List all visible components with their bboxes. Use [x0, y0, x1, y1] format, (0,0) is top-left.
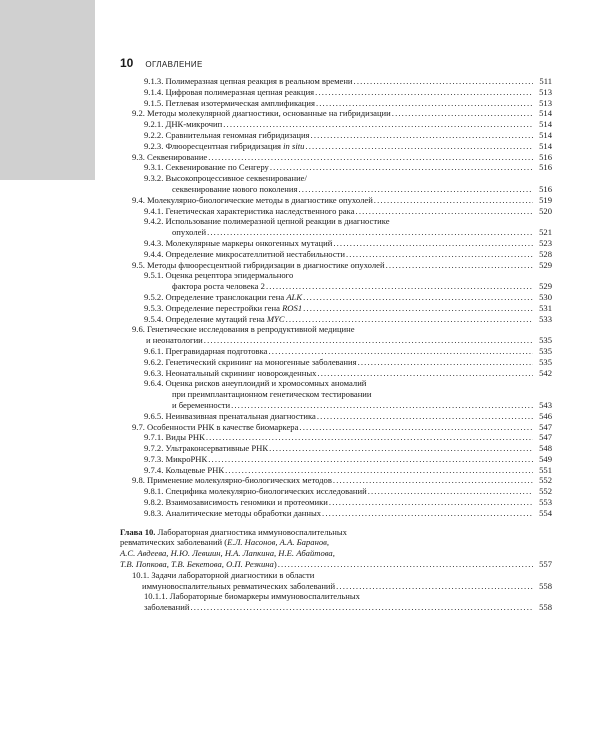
- toc-entry-text: [144, 368, 316, 379]
- toc-entry: [120, 537, 552, 548]
- toc-text: 9.6.3. Неонатальный скрининг новорожденных: [144, 367, 317, 378]
- toc-entry-text: [132, 475, 332, 486]
- toc-entry: [120, 443, 552, 454]
- toc-entry-text: [144, 87, 314, 98]
- toc-entry-text: [144, 357, 357, 368]
- toc-entry-text: [144, 432, 205, 443]
- toc-page-number: 516: [539, 162, 552, 173]
- leader-dots: [368, 486, 533, 497]
- toc-entry: [120, 432, 552, 443]
- toc-entry: [120, 422, 552, 433]
- toc-entry-text: [120, 559, 277, 570]
- toc-page-number: 552: [539, 486, 552, 497]
- toc-text: заболеваний: [144, 602, 190, 613]
- page-number: 10: [120, 56, 134, 70]
- toc-text: 9.7.4. Кольцевые РНК: [144, 464, 225, 475]
- toc-page-number: 514: [539, 129, 552, 140]
- toc-entry-text: [132, 195, 373, 206]
- toc-entry-text: [144, 443, 268, 454]
- toc-entry-text: [144, 173, 307, 183]
- toc-entry-text: [144, 292, 302, 303]
- toc-entry-text: [120, 548, 335, 558]
- toc-page-number: 557: [539, 559, 552, 570]
- toc-entry: [120, 346, 552, 357]
- toc-entry-text: [144, 411, 316, 422]
- toc-italic: ALK: [286, 291, 303, 302]
- toc-entry-text: [144, 270, 293, 280]
- toc-entry-text: [144, 76, 353, 87]
- toc-entry-text: [144, 162, 269, 173]
- toc-entry: [120, 238, 552, 249]
- leader-dots: [225, 465, 533, 476]
- toc-entry-text: [144, 454, 207, 465]
- toc-entry: [120, 389, 552, 400]
- toc-text: и беременности: [172, 399, 231, 410]
- toc-text: 9.2.2. Сравнительная геномная гибридизация: [144, 129, 310, 140]
- toc-entry: [120, 324, 552, 335]
- toc-entry: [120, 314, 552, 325]
- toc-page-number: 530: [539, 291, 552, 302]
- toc-italic: MYC: [266, 313, 285, 324]
- toc-entry: [120, 581, 552, 592]
- toc-entry-text: [144, 303, 302, 314]
- leader-dots: [268, 346, 533, 357]
- toc-text: 9.5.1. Оценка рецептора эпидермального: [144, 270, 294, 281]
- toc-entry: [120, 303, 552, 314]
- toc-entry: [120, 602, 552, 613]
- toc-entry: [120, 141, 552, 152]
- toc-entry: [120, 368, 552, 379]
- toc-entry: [120, 411, 552, 422]
- toc-text: 9.3.1. Секвенирование по Сенгеру: [144, 162, 269, 173]
- toc-entry-text: [132, 422, 298, 433]
- leader-dots: [333, 475, 533, 486]
- toc-entry-text: [132, 570, 314, 580]
- toc-page-number: 521: [539, 227, 552, 238]
- toc-page-number: 514: [539, 108, 552, 119]
- toc-page-number: 533: [539, 313, 552, 324]
- toc-entry: [120, 162, 552, 173]
- leader-dots: [206, 432, 533, 443]
- toc-entry-text: [144, 141, 304, 152]
- leader-dots: [305, 141, 533, 152]
- toc-page-number: 528: [539, 248, 552, 259]
- toc-page-number: 547: [539, 421, 552, 432]
- toc-entry-text: [144, 346, 267, 357]
- leader-dots: [266, 281, 533, 292]
- toc-entry: [120, 400, 552, 411]
- leader-dots: [317, 368, 533, 379]
- toc-entry-text: [144, 119, 222, 130]
- toc-entry-text: [172, 389, 372, 399]
- toc-text: 9.4.3. Молекулярные маркеры онкогенных мутаций: [144, 237, 333, 248]
- toc-entry-text: [132, 324, 355, 334]
- toc-page-number: 546: [539, 410, 552, 421]
- toc-entry-text: [172, 184, 297, 195]
- toc-entry-text: [144, 486, 367, 497]
- toc-page-number: 514: [539, 119, 552, 130]
- toc-text: 9.6.4. Оценка рисков анеуплоидий и хромосомных аномалий: [144, 378, 367, 389]
- toc-entry-text: [144, 508, 321, 519]
- toc-italic: in situ: [283, 140, 305, 151]
- toc-entry-text: [172, 227, 206, 238]
- leader-dots: [208, 152, 533, 163]
- toc-entry: [120, 281, 552, 292]
- toc-text: 9.2. Методы молекулярной диагностики, основанные на гибридизации: [132, 108, 391, 119]
- toc-page-number: 511: [539, 76, 552, 86]
- toc-italic: Е.Л. Насонов, А.А. Баранов,: [227, 537, 330, 548]
- toc-entry-text: [144, 314, 285, 325]
- toc-entry-text: [142, 581, 335, 592]
- running-head: ОГЛАВЛЕНИЕ: [145, 60, 203, 69]
- toc-text: 9.4.1. Генетическая характеристика наследственного рака: [144, 205, 355, 216]
- leader-dots: [333, 238, 533, 249]
- toc-entry-text: [132, 152, 207, 163]
- toc-text: 9.3. Секвенирование: [132, 151, 208, 162]
- toc-entry: [120, 76, 552, 87]
- toc-entry: [120, 184, 552, 195]
- toc-text: 9.4. Молекулярно-биологические методы в диагностике опухолей: [132, 194, 373, 205]
- toc-text: 9.8.3. Аналитические методы обработки данных: [144, 507, 322, 518]
- toc-text: и неонатологии: [146, 335, 203, 346]
- toc-text: 9.7.2. Ультраконсервативные РНК: [144, 443, 269, 454]
- toc-entry: [120, 378, 552, 389]
- leader-dots: [286, 314, 533, 325]
- toc-entry: [120, 152, 552, 163]
- toc-entry: [120, 260, 552, 271]
- toc-entry: [120, 98, 552, 109]
- toc-text: 9.1.4. Цифровая полимеразная цепная реакция: [144, 86, 315, 97]
- toc-italic: Т.В. Попкова, Т.В. Бекетова, О.П. Резкина: [120, 559, 274, 570]
- toc-entry-text: [144, 98, 315, 109]
- toc-entry: [120, 559, 552, 570]
- toc-text: 9.1.5. Петлевая изотермическая амплификация: [144, 97, 315, 108]
- leader-dots: [204, 335, 533, 346]
- leader-dots: [223, 119, 533, 130]
- leader-dots: [374, 195, 533, 206]
- toc-page-number: 535: [539, 335, 552, 346]
- toc-page-number: 529: [539, 259, 552, 270]
- toc-page-number: 551: [539, 464, 552, 475]
- leader-dots: [270, 162, 533, 173]
- toc-page-number: 513: [539, 97, 552, 108]
- toc-entry: [120, 87, 552, 98]
- toc-entry: [120, 119, 552, 130]
- leader-dots: [208, 454, 533, 465]
- toc-entry: [120, 216, 552, 227]
- toc-entry: [120, 475, 552, 486]
- toc-text: 9.8.1. Специфика молекулярно-биологических исследований: [144, 486, 367, 497]
- toc-italic: ROS1: [282, 302, 303, 313]
- toc-page-number: 554: [539, 507, 552, 518]
- toc-text: 9.1.3. Полимеразная цепная реакция в реальном времени: [144, 76, 353, 86]
- toc-entry: [120, 591, 552, 602]
- leader-dots: [231, 400, 533, 411]
- leader-dots: [354, 76, 533, 87]
- toc-entry-text: [144, 249, 345, 260]
- toc-text: 9.4.2. Использование полимеразной цепной реакции в диагностике: [144, 216, 390, 227]
- toc-entry-text: [132, 260, 385, 271]
- toc-page-number: 547: [539, 432, 552, 443]
- toc-entry: [120, 292, 552, 303]
- toc-page-number: 543: [539, 399, 552, 410]
- leader-dots: [278, 559, 533, 570]
- toc-page-number: 535: [539, 356, 552, 367]
- toc-page-number: 552: [539, 475, 552, 486]
- toc-text: Лабораторная диагностика иммуновоспалительных: [155, 526, 347, 537]
- toc-text: 9.7. Особенности РНК в качестве биомаркера: [132, 421, 299, 432]
- toc-italic-only: А.С. Авдеева, Н.Ю. Левшин, Н.А. Лапкина, Н.Е. Абайтова,: [120, 548, 335, 559]
- leader-dots: [311, 130, 533, 141]
- toc-entry: [120, 570, 552, 581]
- toc-entry: [120, 508, 552, 519]
- toc-entry: [120, 173, 552, 184]
- toc-entry-text: [144, 130, 310, 141]
- toc-entry: [120, 454, 552, 465]
- leader-dots: [317, 411, 533, 422]
- toc-text: 9.2.3. Флюоресцентная гибридизация: [144, 140, 284, 151]
- leader-dots: [316, 98, 533, 109]
- leader-dots: [207, 227, 533, 238]
- toc-entry-text: [172, 400, 230, 411]
- leader-dots: [303, 292, 533, 303]
- toc-entry-text: [144, 216, 390, 226]
- toc-text: 9.3.2. Высокопроцессивное секвенирование/: [144, 173, 307, 184]
- toc-page-number: 514: [539, 140, 552, 151]
- toc-text: 9.4.4. Определение микросателлитной нестабильности: [144, 248, 345, 259]
- leader-dots: [336, 581, 533, 592]
- leader-dots: [329, 497, 533, 508]
- toc-tail: ): [273, 559, 277, 570]
- toc-text: 9.5. Методы флюоресцентной гибридизации в диагностике опухолей: [132, 259, 385, 270]
- toc-page-number: 516: [539, 183, 552, 194]
- toc-entry: [120, 108, 552, 119]
- toc-text: при преимплантационном генетическом тестировании: [172, 389, 372, 400]
- toc-entry: [120, 497, 552, 508]
- toc-entry: [120, 195, 552, 206]
- toc-text: 9.6. Генетические исследования в репродуктивной медицине: [132, 324, 355, 335]
- toc-text: 10.1.1. Лабораторные биомаркеры иммуновоспалительных: [144, 591, 360, 602]
- toc-page-number: 558: [539, 602, 552, 613]
- toc-entry-text: [144, 206, 355, 217]
- toc-text: 9.8. Применение молекулярно-биологических методов: [132, 475, 332, 486]
- toc-page-number: 523: [539, 237, 552, 248]
- toc-entry-text: [132, 108, 391, 119]
- toc-text: 10.1. Задачи лабораторной диагностики в области: [132, 569, 315, 580]
- toc-entry-text: [144, 602, 189, 613]
- leader-dots: [358, 357, 533, 368]
- leader-dots: [386, 260, 533, 271]
- leader-dots: [303, 303, 533, 314]
- toc-entry-text: [172, 281, 265, 292]
- toc-entry-text: [144, 465, 224, 476]
- toc-text: 9.5.2. Определение транслокации гена: [144, 291, 287, 302]
- toc-page-number: 558: [539, 580, 552, 591]
- toc-page-number: 513: [539, 86, 552, 97]
- leader-dots: [346, 249, 533, 260]
- toc-entry: [120, 130, 552, 141]
- toc-label: Глава 10.: [120, 526, 156, 537]
- table-of-contents: [120, 76, 552, 613]
- toc-text: 9.6.2. Генетический скрининг на моногенные заболевания: [144, 356, 357, 367]
- toc-entry: [120, 357, 552, 368]
- toc-entry: [120, 527, 552, 538]
- toc-entry: [120, 465, 552, 476]
- leader-dots: [315, 87, 533, 98]
- toc-entry: [120, 335, 552, 346]
- toc-entry-text: [120, 537, 329, 547]
- toc-text: 9.6.5. Неинвазивная пренатальная диагностика: [144, 410, 316, 421]
- toc-entry: [120, 486, 552, 497]
- toc-page-number: 542: [539, 367, 552, 378]
- toc-page-number: 529: [539, 281, 552, 292]
- toc-entry: [120, 548, 552, 559]
- toc-entry-text: [144, 591, 360, 601]
- toc-entry-text: [144, 238, 332, 249]
- gray-margin-tab: [0, 0, 95, 180]
- toc-text: 9.2.1. ДНК-микрочип: [144, 119, 223, 130]
- toc-entry: [120, 206, 552, 217]
- toc-text: 9.8.2. Взаимозависимость геномики и протеомики: [144, 497, 328, 508]
- leader-dots: [356, 206, 533, 217]
- toc-text: опухолей: [172, 227, 207, 238]
- toc-entry-text: [144, 378, 366, 388]
- toc-text: иммуновоспалительных ревматических заболеваний: [142, 580, 336, 591]
- toc-text: секвенирование нового поколения: [172, 183, 298, 194]
- toc-page-number: 531: [539, 302, 552, 313]
- toc-gap: [120, 519, 552, 527]
- toc-entry-text: [146, 335, 203, 346]
- toc-entry: [120, 227, 552, 238]
- leader-dots: [299, 422, 533, 433]
- toc-page-number: 553: [539, 497, 552, 508]
- toc-entry-text: [120, 527, 347, 537]
- toc-text: 9.7.1. Виды РНК: [144, 432, 205, 443]
- toc-text: фактора роста человека 2: [172, 281, 265, 292]
- toc-text: 9.6.1. Прегравидарная подготовка: [144, 345, 268, 356]
- leader-dots: [269, 443, 533, 454]
- toc-entry-text: [144, 497, 328, 508]
- page-header: [120, 56, 203, 70]
- toc-page-number: 548: [539, 443, 552, 454]
- leader-dots: [322, 508, 533, 519]
- toc-page-number: 519: [539, 194, 552, 205]
- toc-text: 9.7.3. МикроРНК: [144, 453, 208, 464]
- toc-text: 9.5.3. Определение перестройки гена: [144, 302, 283, 313]
- toc-text: 9.5.4. Определение мутаций гена: [144, 313, 267, 324]
- toc-page-number: 549: [539, 453, 552, 464]
- toc-page-number: 535: [539, 345, 552, 356]
- toc-entry: [120, 270, 552, 281]
- toc-entry: [120, 249, 552, 260]
- toc-text: ревматических заболеваний (: [120, 537, 228, 548]
- leader-dots: [392, 108, 533, 119]
- toc-page-number: 520: [539, 205, 552, 216]
- toc-page-number: 516: [539, 151, 552, 162]
- leader-dots: [190, 602, 533, 613]
- leader-dots: [298, 184, 533, 195]
